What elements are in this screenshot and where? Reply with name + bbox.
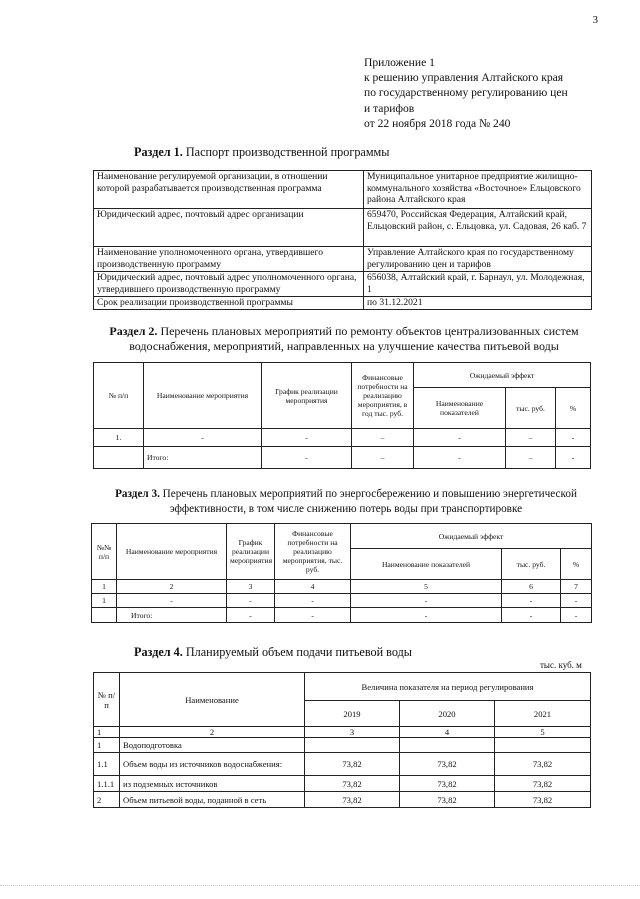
header-period: Величина показателя на период регулирования [305, 673, 591, 701]
table-header-row [92, 524, 592, 549]
appendix-line: по государственному регулированию цен [364, 86, 568, 100]
header-num: № п/п [94, 363, 144, 429]
water-supply-volume-table [93, 672, 591, 808]
cell: 7 [561, 580, 592, 594]
cell: 5 [351, 580, 502, 594]
section3-title [91, 487, 601, 517]
passport-name-cell: Срок реализации производственной программы [94, 297, 364, 310]
table-row [94, 792, 591, 808]
cell: - [556, 429, 591, 447]
appendix-line: и тарифов [364, 101, 415, 115]
cell: - [561, 608, 592, 623]
header-finance: Финансовые потребности на реализацию мероприятия, в год тыс. руб. [352, 363, 414, 429]
row-name: Объем воды из источников водоснабжения: [120, 753, 305, 776]
passport-value-cell: по 31.12.2021 [364, 297, 592, 310]
row-name: из подземных источников [120, 776, 305, 792]
appendix-line: Приложение 1 [364, 56, 435, 69]
table-row [94, 447, 591, 469]
header-name: Наименование мероприятия [144, 363, 262, 429]
section2-label: Раздел 2. [109, 324, 158, 338]
value-cell: 73,82 [400, 792, 495, 808]
table-row [94, 429, 591, 447]
energy-measures-table [91, 523, 592, 623]
header-effect: Ожидаемый эффект [351, 524, 592, 549]
section4-title-text: Планируемый объем подачи питьевой воды [182, 645, 412, 659]
table-row [94, 209, 592, 247]
table-row [94, 272, 592, 297]
header-pct: % [556, 388, 591, 429]
value-cell: 73,82 [400, 753, 495, 776]
value-cell: 73,82 [305, 776, 400, 792]
section4-label: Раздел 4. [134, 645, 183, 659]
section2-title-text: Перечень плановых мероприятий по ремонту объектов централизованных систем водоснабжения, мероприятий, направленных на улучшение качества питьевой воды [129, 324, 579, 353]
cell: - [351, 608, 502, 623]
header-effect: Ожидаемый эффект [414, 363, 591, 388]
section3-title-text: Перечень плановых мероприятий по энергосбережению и повышению энергетической эффективности, в том числе снижению потерь воды при транспортировке [159, 488, 577, 515]
cell: - [561, 594, 592, 608]
header-indicator: Наименование показателей [351, 549, 502, 580]
cell: 1 [92, 580, 117, 594]
section2-title [94, 324, 594, 354]
cell: – [506, 447, 556, 469]
value-cell: 73,82 [400, 776, 495, 792]
header-schedule: График реализации мероприятия [227, 524, 275, 580]
table-row [94, 753, 591, 776]
header-finance: Финансовые потребности на реализацию мероприятия, тыс. руб. [275, 524, 351, 580]
cell: - [502, 594, 561, 608]
header-name: Наименование мероприятия [117, 524, 227, 580]
value-cell: 73,82 [305, 753, 400, 776]
row-num: 1 [94, 738, 120, 753]
passport-value-cell: Муниципальное унитарное предприятие жилищно-коммунального хозяйства «Восточное» Ельцовского района Алтайского края [364, 171, 592, 209]
cell: 3 [305, 727, 400, 738]
cell: – [506, 429, 556, 447]
cell: 1 [92, 594, 117, 608]
cell: - [227, 594, 275, 608]
cell [94, 447, 144, 469]
section1-title [134, 145, 389, 160]
cell: - [117, 594, 227, 608]
value-cell [305, 738, 400, 753]
cell: - [414, 429, 506, 447]
section4-title [134, 645, 412, 660]
row-name: Объем питьевой воды, поданной в сеть [120, 792, 305, 808]
table-row [94, 738, 591, 753]
table-header-row [94, 673, 591, 701]
cell [92, 608, 117, 623]
cell: - [502, 608, 561, 623]
header-num: №№ п/п [92, 524, 117, 580]
value-cell: 73,82 [305, 792, 400, 808]
appendix-line: к решению управления Алтайского края [364, 71, 564, 85]
table-row [94, 776, 591, 792]
cell: - [144, 429, 262, 447]
cell: - [262, 447, 352, 469]
table-colnum-row [92, 580, 592, 594]
passport-name-cell: Наименование уполномоченного органа, утвердившего производственную программу [94, 247, 364, 272]
table-row [94, 297, 592, 310]
cell: – [352, 447, 414, 469]
section3-label: Раздел 3. [115, 488, 160, 500]
value-cell [495, 738, 591, 753]
appendix-line: от 22 ноября 2018 года № 240 [364, 116, 511, 130]
unit-label: тыс. куб. м [540, 660, 582, 670]
cell: - [414, 447, 506, 469]
header-year: 2019 [305, 701, 400, 727]
header-rub: тыс. руб. [502, 549, 561, 580]
cell: 4 [275, 580, 351, 594]
total-label: Итого: [144, 447, 262, 469]
table-header-row [94, 363, 591, 388]
cell: - [227, 608, 275, 623]
cell: - [275, 608, 351, 623]
table-row [92, 594, 592, 608]
section1-title-text: Паспорт производственной программы [182, 145, 390, 159]
table-row [92, 608, 592, 623]
passport-name-cell: Наименование регулируемой организации, в отношении которой разрабатывается производственная программа [94, 171, 364, 209]
cell: 5 [495, 727, 591, 738]
passport-name-cell: Юридический адрес, почтовый адрес организации [94, 209, 364, 247]
value-cell: 73,82 [495, 792, 591, 808]
header-schedule: График реализации мероприятия [262, 363, 352, 429]
cell: - [275, 594, 351, 608]
cell: - [351, 594, 502, 608]
row-name: Водоподготовка [120, 738, 305, 753]
cell: 2 [117, 580, 227, 594]
cell: - [556, 447, 591, 469]
row-num: 1.1.1 [94, 776, 120, 792]
cell: 1 [94, 727, 120, 738]
page-number: 3 [592, 14, 598, 26]
cell: 4 [400, 727, 495, 738]
header-rub: тыс. руб. [506, 388, 556, 429]
passport-name-cell: Юридический адрес, почтовый адрес уполномоченного органа, утвердившего производственную программу [94, 272, 364, 297]
row-num: 1.1 [94, 753, 120, 776]
header-year: 2021 [495, 701, 591, 727]
cell: 1. [94, 429, 144, 447]
value-cell [400, 738, 495, 753]
passport-value-cell: Управление Алтайского края по государственному регулированию цен и тарифов [364, 247, 592, 272]
header-pct: % [561, 549, 592, 580]
cell: 6 [502, 580, 561, 594]
header-num: № п/п [94, 673, 120, 727]
table-row [94, 247, 592, 272]
section1-label: Раздел 1. [134, 145, 183, 159]
header-name: Наименование [120, 673, 305, 727]
passport-table [93, 170, 592, 310]
cell: 3 [227, 580, 275, 594]
value-cell: 73,82 [495, 753, 591, 776]
total-label: Итого: [117, 608, 227, 623]
header-indicator: Наименование показателей [414, 388, 506, 429]
passport-value-cell: 659470, Российская Федерация, Алтайский край, Ельцовский район, с. Ельцовка, ул. Садовая, 26 каб. 7 [364, 209, 592, 247]
cell: – [352, 429, 414, 447]
appendix-header [364, 55, 568, 131]
passport-value-cell: 656038, Алтайский край, г. Барнаул, ул. Молодежная, 1 [364, 272, 592, 297]
repair-measures-table [93, 362, 591, 469]
row-num: 2 [94, 792, 120, 808]
table-colnum-row [94, 727, 591, 738]
page-bottom-rule [0, 885, 640, 886]
cell: 2 [120, 727, 305, 738]
table-row [94, 171, 592, 209]
cell: - [262, 429, 352, 447]
value-cell: 73,82 [495, 776, 591, 792]
header-year: 2020 [400, 701, 495, 727]
